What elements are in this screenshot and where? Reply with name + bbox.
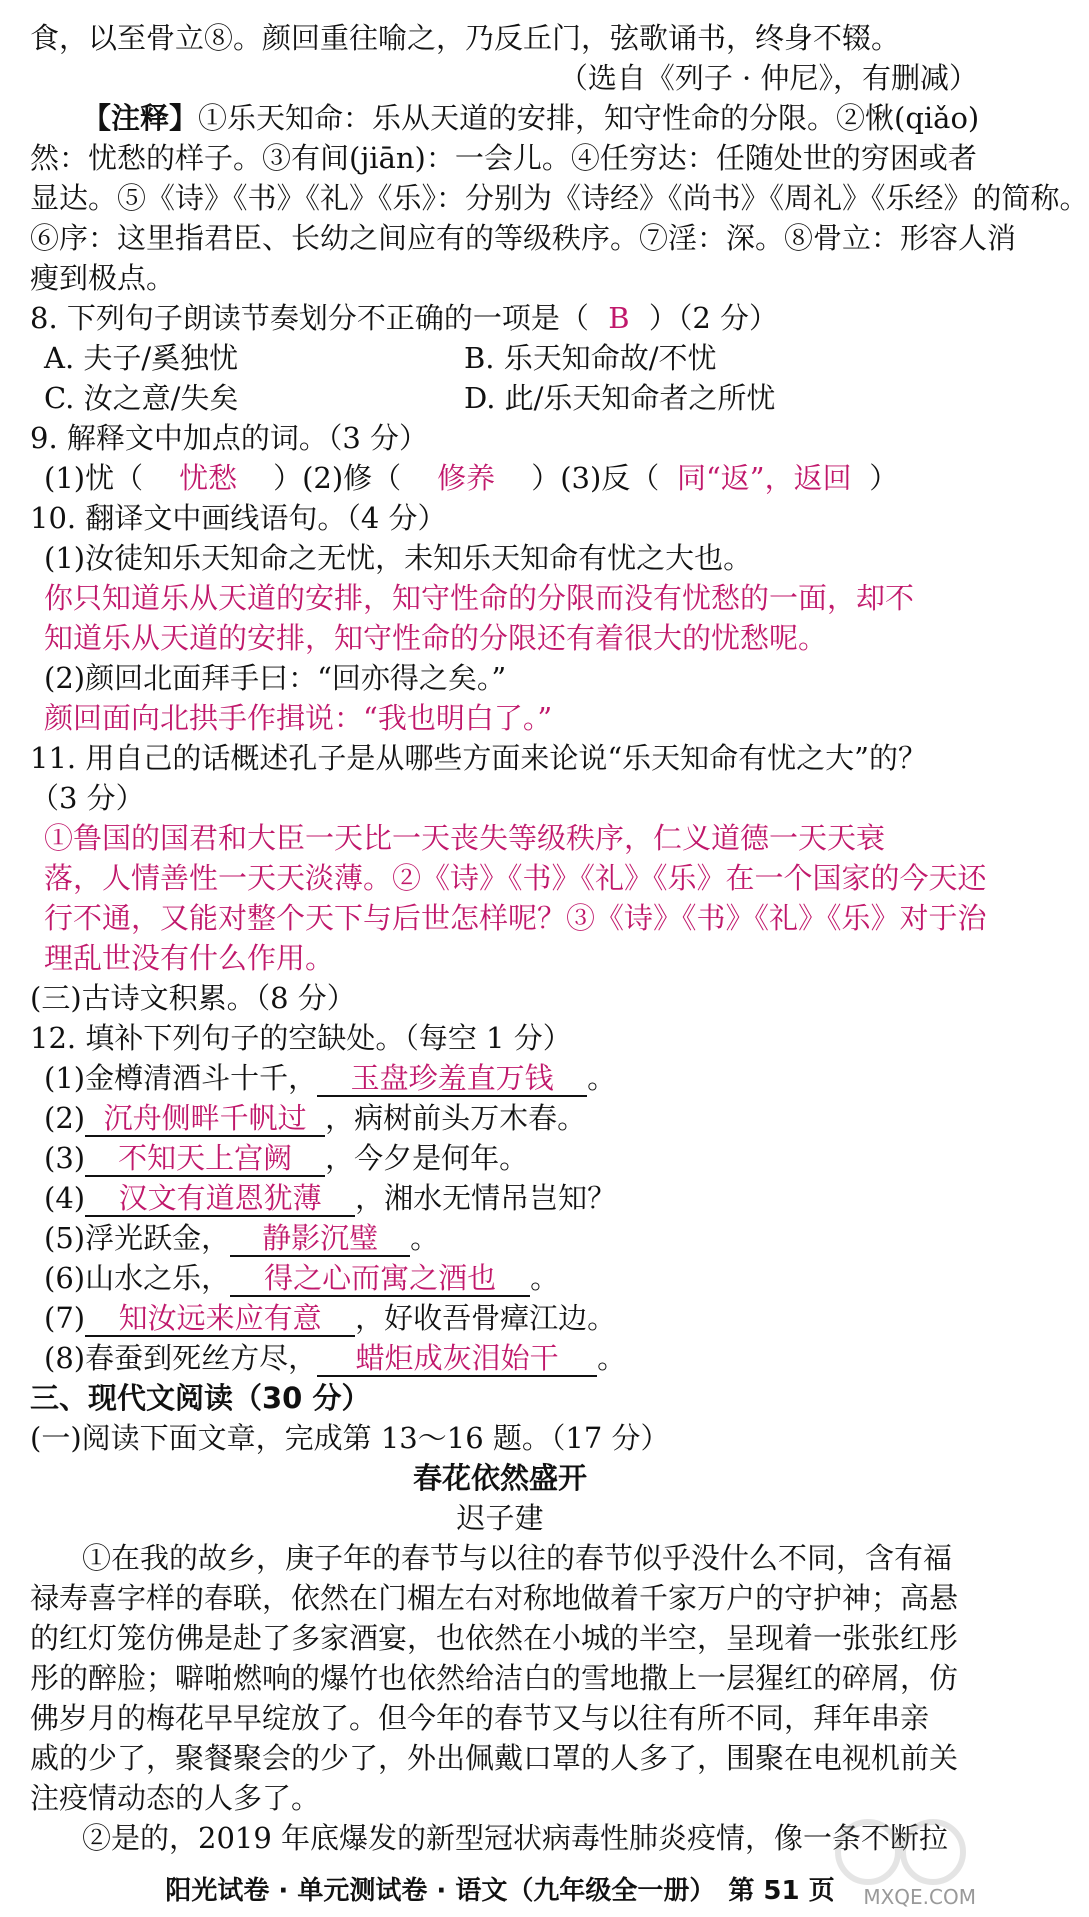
q12-row-8 (44, 1338, 978, 1378)
q12-row-3 (44, 1138, 978, 1178)
q12-r2-prefix: (2) (44, 1101, 86, 1135)
q9-stem: 9. 解释文中加点的词。（3 分） (30, 421, 429, 455)
q12-r8-suffix: 。 (597, 1341, 627, 1375)
q12-row-2 (44, 1098, 978, 1138)
q10-answer-1-line-2: 知道乐从天道的安排，知守性命的分限还有着很大的忧愁呢。 (44, 621, 828, 655)
q8-option-a: A. 夫子/奚独忧 (44, 341, 239, 375)
part-3-heading: 三、现代文阅读（30 分） (30, 1381, 371, 1415)
part-3-subheading: (一)阅读下面文章，完成第 13～16 题。（17 分） (30, 1421, 670, 1455)
q8-stem-text: 8. 下列句子朗读节奏划分不正确的一项是（ (30, 301, 589, 335)
q9-item-3: ）(3)反（ (531, 461, 660, 495)
q11-answer-line-3: 行不通，又能对整个天下与后世怎样呢？③《诗》《书》《礼》《乐》对于治 (44, 901, 987, 935)
q12-r1-prefix: (1)金樽清酒斗十千， (44, 1061, 318, 1095)
passage-last-line: 食，以至骨立⑧。颜回重往喻之，乃反丘门，弦歌诵书，终身不辍。 (30, 21, 901, 55)
q12-row-5 (44, 1218, 978, 1258)
article-p1-line-6: 戚的少了，聚餐聚会的少了，外出佩戴口罩的人多了，围聚在电视机前关 (30, 1741, 959, 1775)
notes-line-4: ⑥序：这里指君臣、长幼之间应有的等级秩序。⑦淫：深。⑧骨立：形容人消 (30, 221, 1017, 255)
q9-answer-3: 同“返”，返回 (676, 461, 852, 495)
article-author: 迟子建 (456, 1501, 544, 1535)
q9-item-2: ）(2)修（ (273, 461, 402, 495)
q9-item-1: (1)忧（ (44, 461, 144, 495)
q12-r8-answer: 蜡炬成灰泪始干 (317, 1341, 597, 1377)
q12-r3-answer: 不知天上宫阙 (85, 1141, 325, 1177)
notes-text: ①乐天知命：乐从天道的安排，知守性命的分限。②愀(qiǎo) (198, 101, 980, 135)
q10-answer-1-line-1: 你只知道乐从天道的安排，知守性命的分限而没有忧愁的一面，却不 (44, 581, 915, 615)
q12-r7-prefix: (7) (44, 1301, 86, 1335)
q11-answer-line-2: 落，人情善性一天天淡薄。②《诗》《书》《礼》《乐》在一个国家的今天还 (44, 861, 987, 895)
notes-label: 【注释】 (82, 101, 199, 135)
q11-answer-line-4: 理乱世没有什么作用。 (44, 941, 335, 975)
article-p2-line-1: ②是的，2019 年底爆发的新型冠状病毒性肺炎疫情，像一条不断拉 (82, 1821, 949, 1855)
q11-answer-line-1: ①鲁国的国君和大臣一天比一天丧失等级秩序，仁义道德一天天衰 (44, 821, 886, 855)
notes-line-5: 瘦到极点。 (30, 261, 176, 295)
q12-row-4 (44, 1178, 978, 1218)
q12-row-6 (44, 1258, 978, 1298)
q12-r4-prefix: (4) (44, 1181, 86, 1215)
q12-r3-prefix: (3) (44, 1141, 86, 1175)
q8-option-b: B. 乐天知命故/不忧 (464, 341, 717, 375)
article-p1-line-1: ①在我的故乡，庚子年的春节与以往的春节似乎没什么不同，含有福 (82, 1541, 953, 1575)
q12-r7-suffix: ，好收吾骨瘴江边。 (355, 1301, 617, 1335)
q12-r8-prefix: (8)春蚕到死丝方尽， (44, 1341, 318, 1375)
article-title: 春花依然盛开 (412, 1461, 587, 1495)
notes-line-3: 显达。⑤《诗》《书》《礼》《乐》：分别为《诗经》《尚书》《周礼》《乐经》的简称。 (30, 181, 1089, 215)
q8-score: ）（2 分） (648, 301, 779, 335)
q12-r3-suffix: ，今夕是何年。 (325, 1141, 529, 1175)
q12-r6-suffix: 。 (530, 1261, 560, 1295)
q9-answer-1: 忧愁 (179, 461, 238, 495)
q10-sentence-1: (1)汝徒知乐天知命之无忧，未知乐天知命有忧之大也。 (44, 541, 753, 575)
q12-r6-prefix: (6)山水之乐， (44, 1261, 231, 1295)
q8-row-1 (44, 338, 978, 378)
q8-option-d: D. 此/乐天知命者之所忧 (464, 381, 776, 415)
notes-line-1 (82, 98, 978, 138)
watermark-text: MXQE.COM (863, 1885, 976, 1909)
q10-sentence-2: (2)颜回北面拜手曰：“回亦得之矣。” (44, 661, 507, 695)
q9-close: ） (869, 461, 899, 495)
article-p1-line-5: 佛岁月的梅花早早绽放了。但今年的春节又与以往有所不同，拜年串亲 (30, 1701, 930, 1735)
q9-answer-2: 修养 (437, 461, 496, 495)
article-p1-line-7: 注疫情动态的人多了。 (30, 1781, 321, 1815)
q11-stem: 11. 用自己的话概述孔子是从哪些方面来论说“乐天知命有忧之大”的？ (30, 741, 927, 775)
q12-row-1 (44, 1058, 978, 1098)
article-p1-line-4: 彤的醉脸；噼啪燃响的爆竹也依然给洁白的雪地撒上一层猩红的碎屑，仿 (30, 1661, 959, 1695)
article-p1-line-3: 的红灯笼仿佛是赴了多家酒宴，也依然在小城的半空，呈现着一张张红彤 (30, 1621, 959, 1655)
q10-stem: 10. 翻译文中画线语句。（4 分） (30, 501, 447, 535)
q9-answers (44, 458, 978, 498)
q8-answer: B (608, 301, 630, 335)
q12-row-7 (44, 1298, 978, 1338)
q12-r2-suffix: ，病树前头万木春。 (325, 1101, 587, 1135)
q8-stem (30, 298, 978, 338)
q10-answer-2: 颜回面向北拱手作揖说：“我也明白了。” (44, 701, 553, 735)
section-3-heading: (三)古诗文积累。（8 分） (30, 981, 356, 1015)
q12-r5-answer: 静影沉璧 (230, 1221, 410, 1257)
q11-score: （3 分） (30, 781, 145, 815)
q12-r2-answer: 沉舟侧畔千帆过 (85, 1101, 325, 1137)
q12-r5-suffix: 。 (410, 1221, 440, 1255)
q12-r1-suffix: 。 (587, 1061, 617, 1095)
q12-r5-prefix: (5)浮光跃金， (44, 1221, 231, 1255)
q12-stem: 12. 填补下列句子的空缺处。（每空 1 分） (30, 1021, 572, 1055)
article-p1-line-2: 禄寿喜字样的春联，依然在门楣左右对称地做着千家万户的守护神；高悬 (30, 1581, 959, 1615)
q12-r1-answer: 玉盘珍羞直万钱 (317, 1061, 587, 1097)
q8-option-c: C. 汝之意/失矣 (44, 381, 239, 415)
q12-r4-suffix: ，湘水无情吊岂知？ (355, 1181, 617, 1215)
q12-r4-answer: 汉文有道恩犹薄 (85, 1181, 355, 1217)
notes-line-2: 然：忧愁的样子。③有间(jiān)：一会儿。④任穷达：任随处世的穷困或者 (30, 141, 977, 175)
passage-source: （选自《列子 · 仲尼》，有删减） (558, 61, 978, 95)
q12-r7-answer: 知汝远来应有意 (85, 1301, 355, 1337)
q8-row-2 (44, 378, 978, 418)
page-footer: 阳光试卷 · 单元测试卷 · 语文（九年级全一册） 第 51 页 (165, 1876, 835, 1906)
q12-r6-answer: 得之心而寓之酒也 (230, 1261, 530, 1297)
